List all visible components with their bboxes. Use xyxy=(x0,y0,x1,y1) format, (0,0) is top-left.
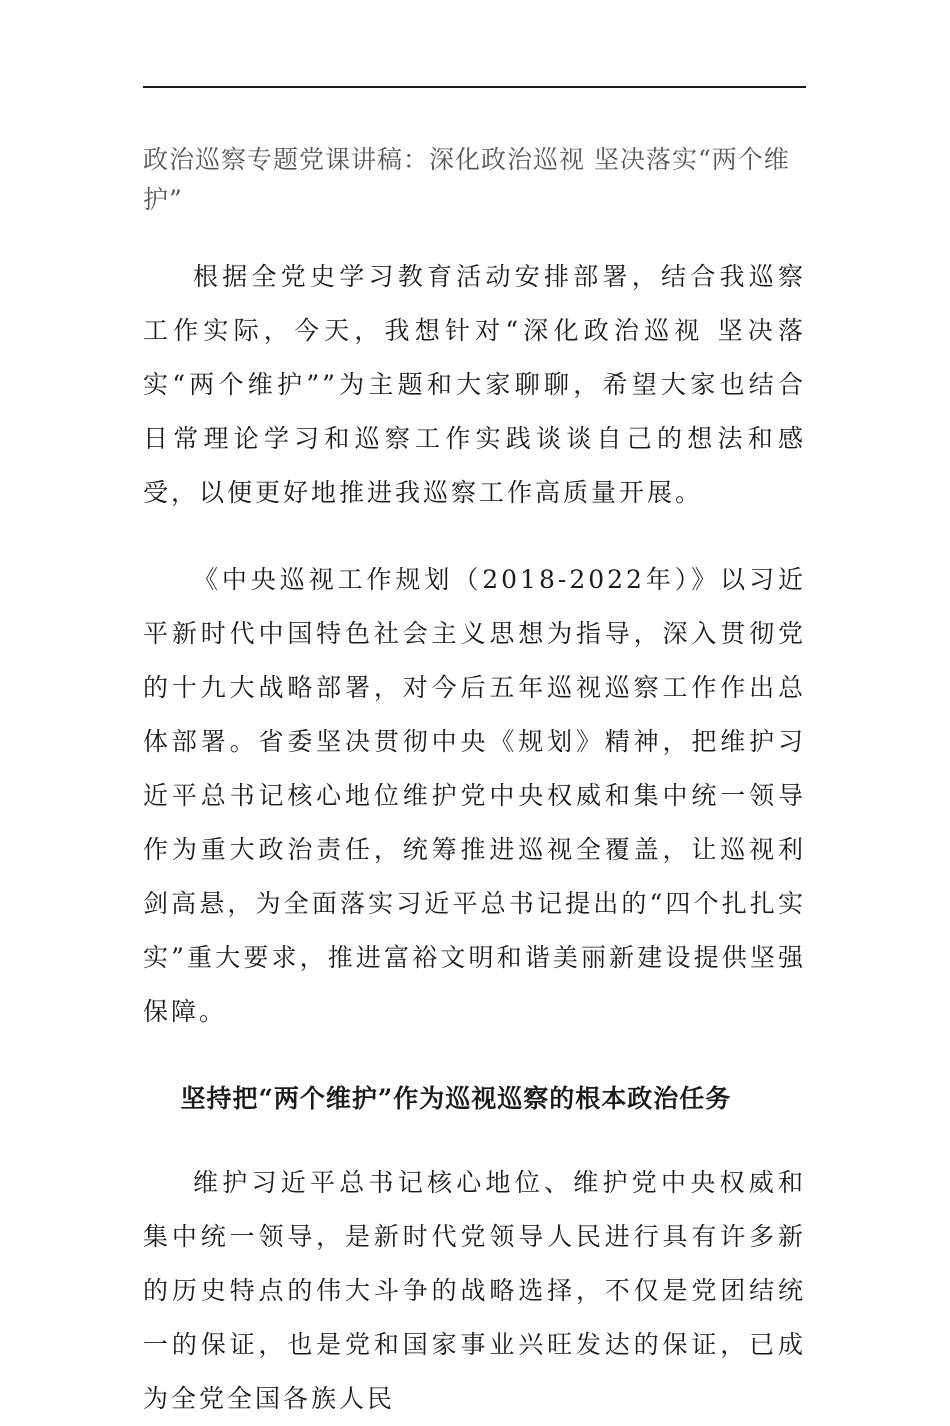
plan-paragraph: 《中央巡视工作规划（2018-2022年）》以习近平新时代中国特色社会主义思想为指导，深入贯彻党的十九大战略部署，对今后五年巡视巡察工作作出总体部署。省委坚决贯彻中央《规划》精神，把维护习近平总书记核心地位维护党中央权威和集中统一领导作为重大政治责任，统筹推进巡视全覆盖，让巡视利剑高悬，为全面落实习近平总书记提出的“四个扎扎实实”重大要求，推进富裕文明和谐美丽新建设提供坚强保障。 xyxy=(143,565,806,1026)
document-title: 政治巡察专题党课讲稿：深化政治巡视 坚决落实“两个维护” xyxy=(143,145,790,214)
document-page xyxy=(143,140,806,1426)
section-heading: 坚持把“两个维护”作为巡视巡察的根本政治任务 xyxy=(180,1084,732,1113)
intro-paragraph: 根据全党史学习教育活动安排部署，结合我巡察工作实际，今天，我想针对“深化政治巡视 坚决落实“两个维护””为主题和大家聊聊，希望大家也结合日常理论学习和巡察工作实践谈谈自己的想法和感受，以便更好地推进我巡察工作高质量开展。 xyxy=(143,262,806,507)
section-paragraph: 维护习近平总书记核心地位、维护党中央权威和集中统一领导，是新时代党领导人民进行具有许多新的历史特点的伟大斗争的战略选择，不仅是党团结统一的保证，也是党和国家事业兴旺发达的保证，已成为全党全国各族人民 xyxy=(143,1168,806,1413)
header-rule xyxy=(143,86,806,88)
